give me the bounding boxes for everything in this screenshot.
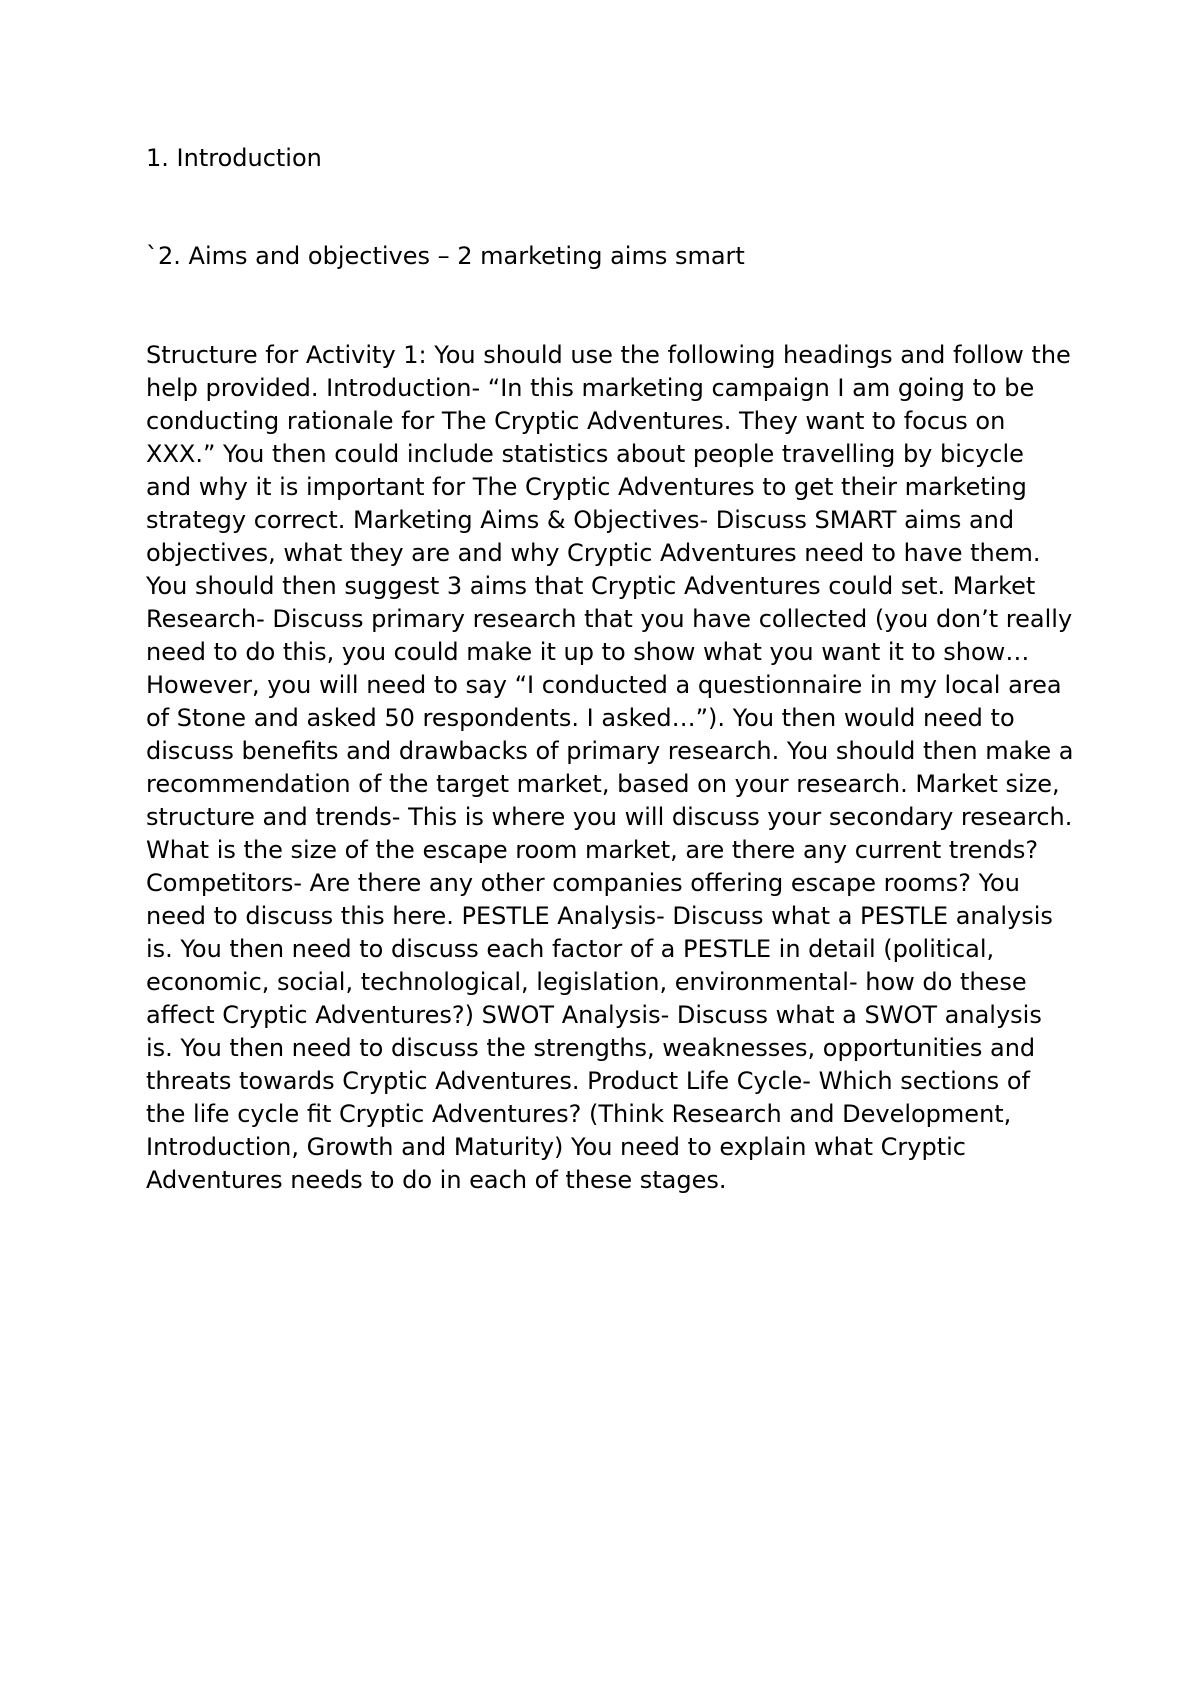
section-heading-introduction: 1. Introduction — [146, 144, 322, 172]
section-heading-aims-objectives: `2. Aims and objectives – 2 marketing aims smart — [146, 242, 745, 270]
activity-structure-paragraph: Structure for Activity 1: You should use the following headings and follow the help provided. Introduction- “In this marketing campaign I am going to be conducting rationale for The Cryptic Adventures. They want to focus on XXX.” You then could include statistics about people travelling by bicycle and why it is important for The Cryptic Adventures to get their marketing strategy correct. Marketing Aims & Objectives- Discuss SMART aims and objectives, what they are and why Cryptic Adventures need to have them. You should then suggest 3 aims that Cryptic Adventures could set. Market Research- Discuss primary research that you have collected (you don’t really need to do this, you could make it up to show what you want it to show… However, you will need to say “I conducted a questionnaire in my local area of Stone and asked 50 respondents. I asked…”). You then would need to discuss benefits and drawbacks of primary research. You should then make a recommendation of the target market, based on your research. Market size, structure and trends- This is where you will discuss your secondary research. What is the size of the escape room market, are there any current trends? Competitors- Are there any other companies offering escape rooms? You need to discuss this here. PESTLE Analysis- Discuss what a PESTLE analysis is. You then need to discuss each factor of a PESTLE in detail (political, economic, social, technological, legislation, environmental- how do these affect Cryptic Adventures?) SWOT Analysis- Discuss what a SWOT analysis is. You then need to discuss the strengths, weaknesses, opportunities and threats towards Cryptic Adventures. Product Life Cycle- Which sections of the life cycle fit Cryptic Adventures? (Think Research and Development, Introduction, Growth and Maturity) You need to explain what Cryptic Adventures needs to do in each of these stages. — [146, 341, 1074, 1194]
